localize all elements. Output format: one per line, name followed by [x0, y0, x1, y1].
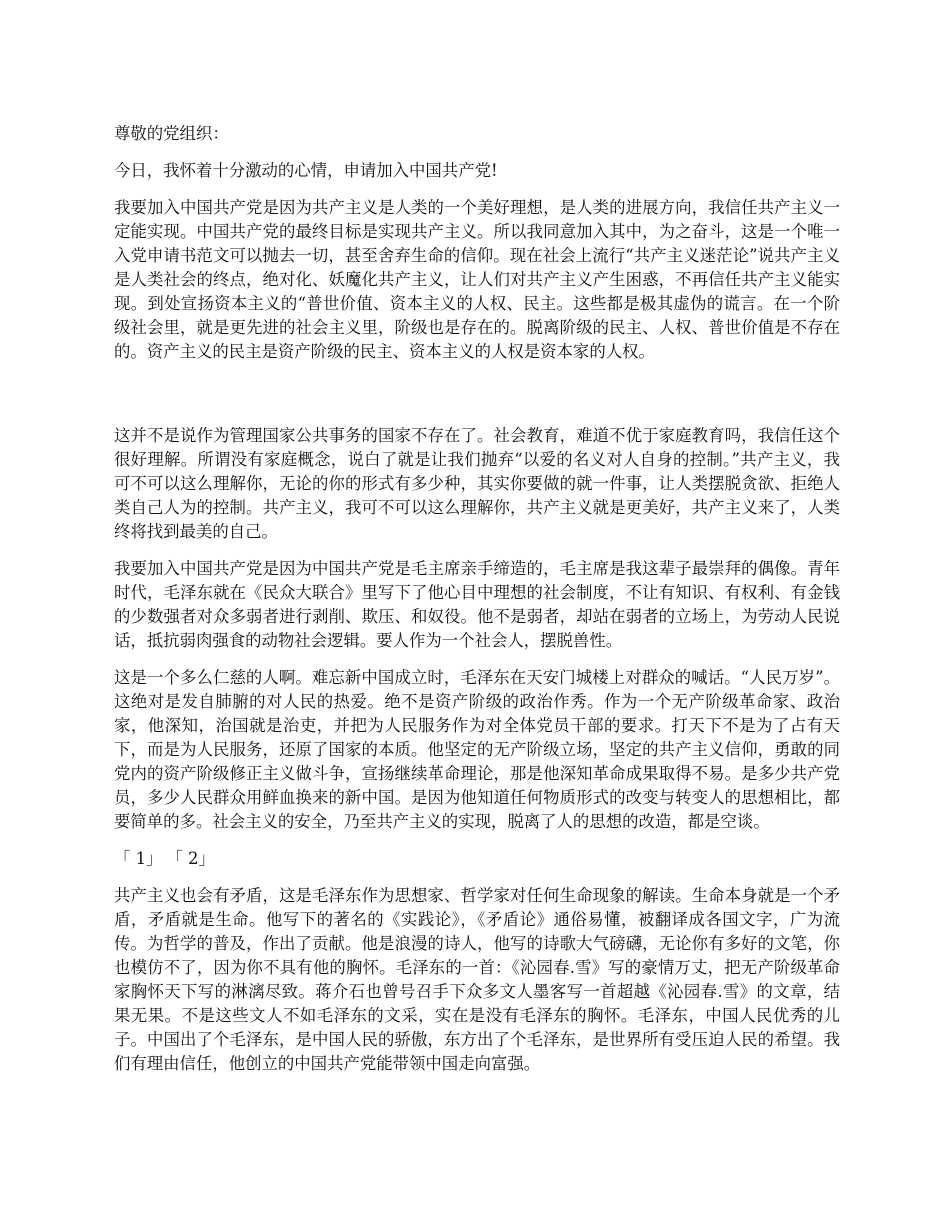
body-paragraph-2: 这并不是说作为管理国家公共事务的国家不存在了。社会教育，难道不优于家庭教育吗，我信任这个很好理解。所谓没有家庭概念，说白了就是让我们抛弃“以爱的名义对人自身的控制。”共产主义，我可不可以这么理解你，无论的你的形式有多少种，其实你要做的就一件事，让人类摆脱贪欲、拒绝人类自己人为的控制。共产主义，我可不可以这么理解你，共产主义就是更美好，共产主义来了，人类终将找到最美的自己。	[114, 426, 840, 541]
document-page	[114, 122, 840, 1089]
body-paragraph-3: 我要加入中国共产党是因为中国共产党是毛主席亲手缔造的，毛主席是我这辈子最崇拜的偶像。青年时代，毛泽东就在《民众大联合》里写下了他心目中理想的社会制度，不让有知识、有权利、有金钱的少数强者对众多弱者进行剥削、欺压、和奴役。他不是弱者，却站在弱者的立场上，为劳动人民说话，抵抗弱肉强食的动物社会逻辑。要人作为一个社会人，摆脱兽性。	[114, 559, 840, 650]
pagination	[114, 847, 840, 871]
body-paragraph-4: 这是一个多么仁慈的人啊。难忘新中国成立时，毛泽东在天安门城楼上对群众的喊话。“人民万岁”。这绝对是发自肺腑的对人民的热爱。绝不是资产阶级的政治作秀。作为一个无产阶级革命家、政治家，他深知，治国就是治吏，并把为人民服务作为对全体党员干部的要求。打天下不是为了占有天下，而是为人民服务，还原了国家的本质。他坚定的无产阶级立场，坚定的共产主义信仰，勇敢的同党内的资产阶级修正主义做斗争，宣扬继续革命理论，那是他深知革命成果取得不易。是多少共产党员，多少人民群众用鲜血换来的新中国。是因为他知道任何物质形式的改变与转变人的思想相比，都要简单的多。社会主义的安全，乃至共产主义的实现，脱离了人的思想的改造，都是空谈。	[114, 668, 840, 831]
body-paragraph-1: 我要加入中国共产党是因为共产主义是人类的一个美好理想，是人类的进展方向，我信任共产主义一定能实现。中国共产党的最终目标是实现共产主义。所以我同意加入其中，为之奋斗，这是一个唯一入党申请书范文可以抛去一切，甚至舍弃生命的信仰。现在社会上流行“共产主义迷茫论”说共产主义是人类社会的终点，绝对化、妖魔化共产主义，让人们对共产主义产生困惑，不再信任共产主义能实现。到处宣扬资本主义的“普世价值、资本主义的人权、民主。这些都是极其虚伪的谎言。在一个阶级社会里，就是更先进的社会主义里，阶级也是存在的。脱离阶级的民主、人权、普世价值是不存在的。资产主义的民主是资产阶级的民主、资本主义的人权是资本家的人权。	[114, 198, 840, 361]
intro-paragraph: 今日，我怀着十分激动的心情，申请加入中国共产党!	[114, 161, 498, 180]
page-link-1[interactable]: 「 1」	[114, 849, 163, 868]
page-link-2[interactable]: 「 2」	[166, 849, 215, 868]
salutation: 尊敬的党组织：	[114, 124, 229, 143]
body-paragraph-5: 共产主义也会有矛盾，这是毛泽东作为思想家、哲学家对任何生命现象的解读。生命本身就是一个矛盾，矛盾就是生命。他写下的著名的《实践论》，《矛盾论》通俗易懂，被翻译成各国文字，广为流传。为哲学的普及，作出了贡献。他是浪漫的诗人，他写的诗歌大气磅礴，无论你有多好的文笔，你也模仿不了，因为你不具有他的胸怀。毛泽东的一首：《沁园春.雪》写的豪情万丈，把无产阶级革命家胸怀天下写的淋漓尽致。蒋介石也曾号召手下众多文人墨客写一首超越《沁园春.雪》的文章，结果无果。不是这些文人不如毛泽东的文采，实在是没有毛泽东的胸怀。毛泽东，中国人民优秀的儿子。中国出了个毛泽东，是中国人民的骄傲，东方出了个毛泽东，是世界所有受压迫人民的希望。我们有理由信任，他创立的中国共产党能带领中国走向富强。	[114, 886, 840, 1073]
